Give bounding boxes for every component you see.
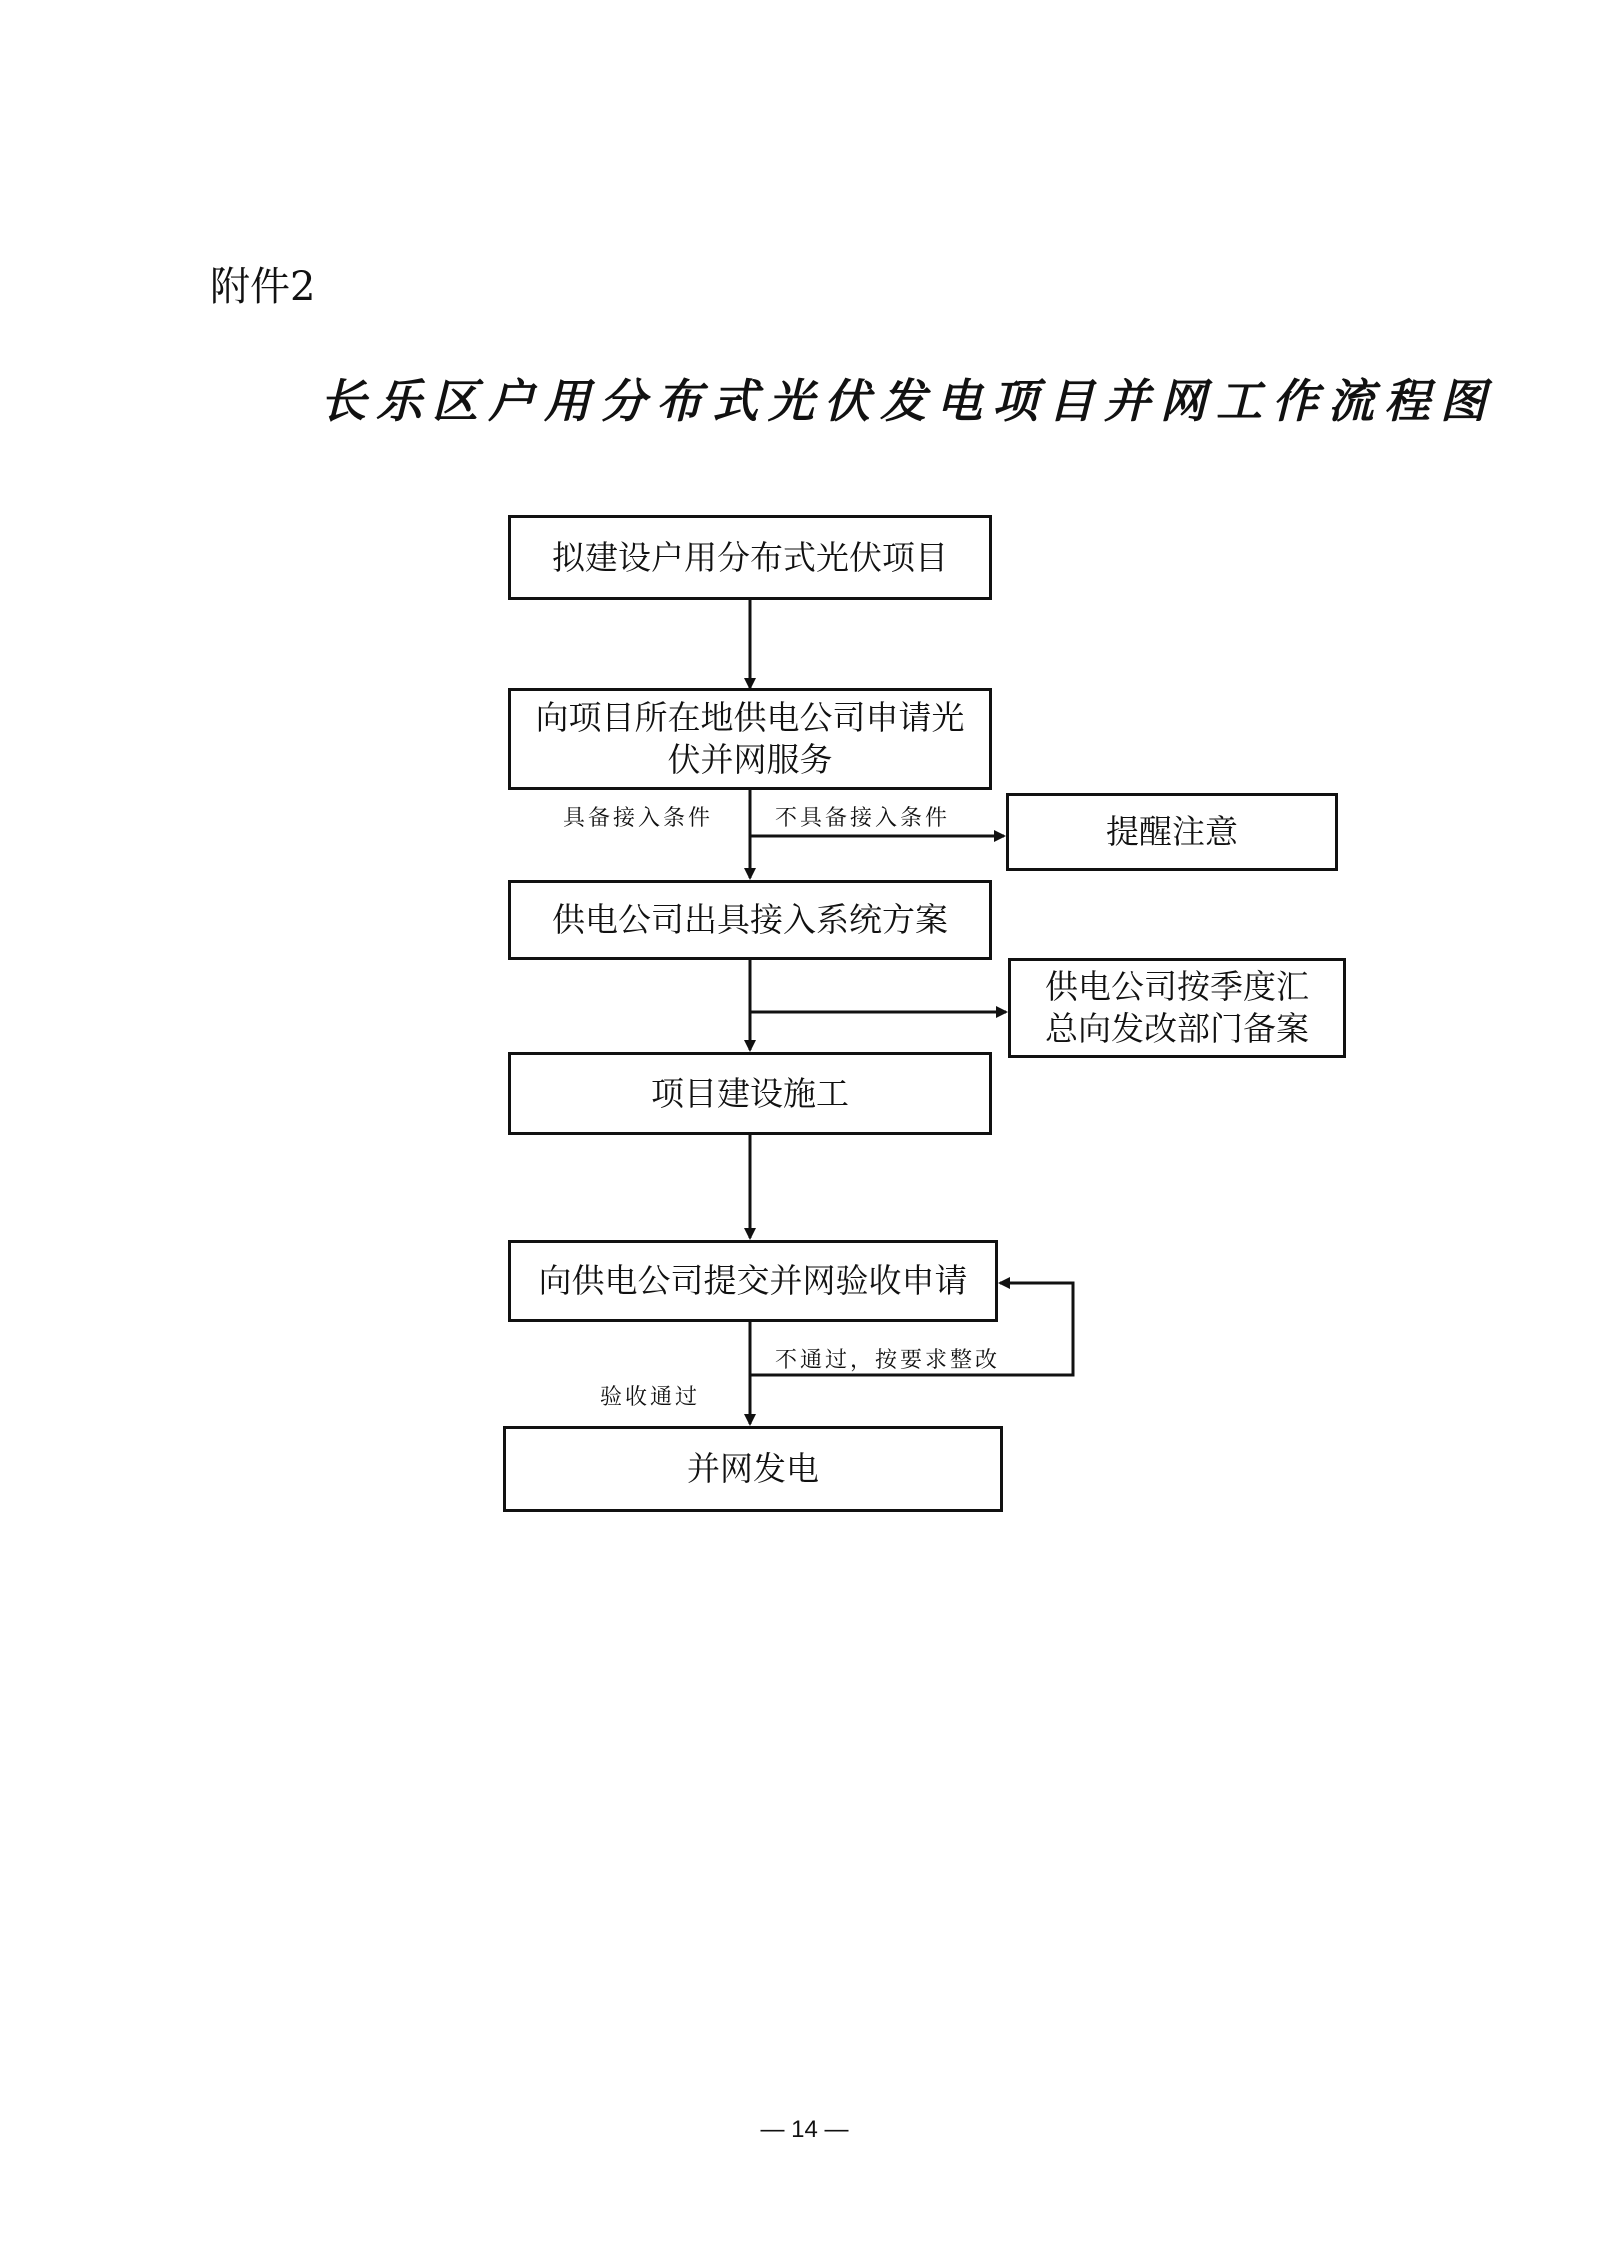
node-access-plan-text: 供电公司出具接入系统方案	[552, 900, 948, 939]
node-acceptance-application	[508, 1240, 998, 1322]
node-reminder-text: 提醒注意	[1106, 812, 1238, 851]
node-acceptance-application-text: 向供电公司提交并网验收申请	[538, 1261, 968, 1300]
node-grid-connection	[503, 1426, 1003, 1512]
edge-label-not-meets-conditions: 不具备接入条件	[775, 806, 951, 831]
node-quarterly-filing-line1: 供电公司按季度汇	[1045, 967, 1309, 1006]
attachment-label: 附件2	[210, 264, 316, 310]
node-apply-service-line2: 伏并网服务	[667, 740, 833, 779]
node-apply-service	[508, 688, 992, 790]
node-construction	[508, 1052, 992, 1135]
node-apply-service-line1: 向项目所在地供电公司申请光	[535, 698, 965, 737]
node-plan-project	[508, 515, 992, 600]
node-access-plan	[508, 880, 992, 960]
edge-label-rework: 不通过，按要求整改	[775, 1348, 1001, 1373]
node-plan-project-text: 拟建设户用分布式光伏项目	[552, 537, 948, 577]
node-reminder	[1006, 793, 1338, 871]
edge-label-passed: 验收通过	[600, 1385, 701, 1410]
node-construction-text: 项目建设施工	[651, 1073, 849, 1113]
page-number: — 14 —	[760, 2116, 849, 2143]
document-title: 长乐区户用分布式光伏发电项目并网工作流程图	[320, 374, 1496, 428]
node-quarterly-filing	[1008, 958, 1346, 1058]
node-quarterly-filing-line2: 总向发改部门备案	[1045, 1009, 1309, 1048]
node-grid-connection-text: 并网发电	[687, 1449, 819, 1488]
edge-label-meets-conditions: 具备接入条件	[563, 806, 714, 831]
